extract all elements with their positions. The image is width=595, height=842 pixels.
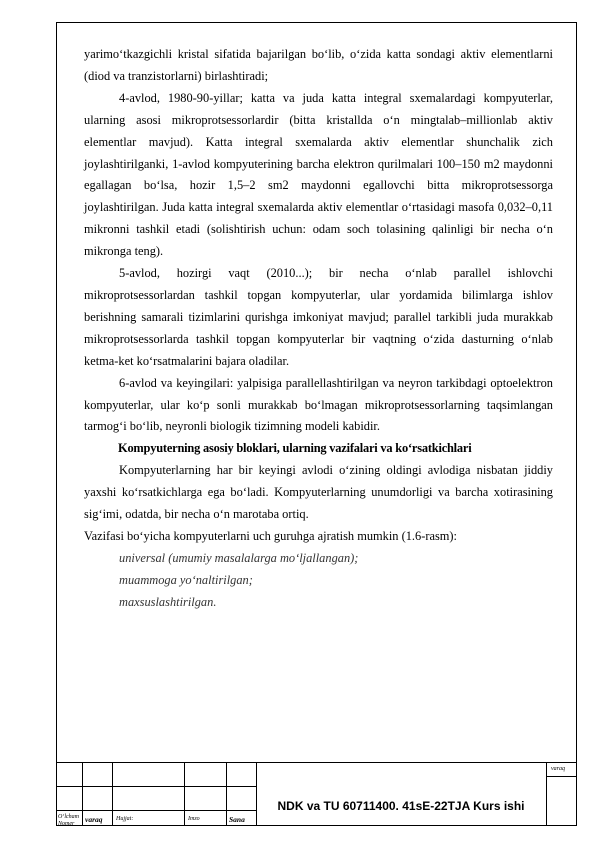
col-sana: Sana [229,815,245,824]
list-item: maxsuslashtirilgan. [119,594,217,609]
sheet-label: varaq [551,766,565,772]
document-body [84,44,553,614]
col-olcham: O‘lcham [58,814,79,820]
section-heading: Kompyuterning asosiy bloklari, ularning vazifalari va ko‘rsatkichlari [118,441,472,456]
col-hujjat: Hujjat: [116,816,134,822]
list-item: muammoga yo‘naltirilgan; [119,572,253,587]
col-imzo: Imzo [188,816,200,822]
paragraph-5th-generation: 5-avlod, hozirgi vaqt (2010...); bir necha o‘nlab parallel ishlovchi mikroprotsessorlardan tashkil topgan kompyuterlar, ular yordamida bilimlarga ishlov berishning samarali tizimlarini qurishga imkoniyat mavjud; parallel tarkibli juda murakkab mikroprotsessorlarda tashkil topgan kompyuterlar bir vaqtning o‘zida dasturning o‘nlab ketma-ket ko‘rsatmalarini bajara oladilar. [84,266,553,368]
paragraph-classification: Vazifasi bo‘yicha kompyuterlarni uch guruhga ajratish mumkin (1.6-rasm): [84,528,457,543]
paragraph-performance: Kompyuterlarning har bir keyingi avlodi o‘zining oldingi avlodiga nisbatan jiddiy yaxshi ko‘rsatkichlarga ega bo‘ladi. Kompyuterlarning unumdorligi va barcha xotirasining sig‘imi, odatda, bir necha o‘n marotaba ortiq. [84,463,553,522]
list-item: universal (umumiy masalalarga mo‘ljallangan); [119,550,359,565]
paragraph-6th-generation: 6-avlod va keyingilari: yalpisiga parallellashtirilgan va neyron tarkibdagi optoelektron kompyuterlar, ular ko‘p sonli murakkab bo‘lmagan mikroprotsessorlarning taqsimlangan tarmog‘i bo‘lib, neyronli biologik tizimning modeli kabidir. [84,375,553,434]
document-title: NDK va TU 60711400. 41sE-22TJA Kurs ishi [277,799,525,813]
paragraph-1: yarimo‘tkazgichli kristal sifatida bajarilgan bo‘lib, o‘zida katta sondagi aktiv elementlarni (diod va tranzistorlarni) birlashtiradi; [84,47,553,83]
title-block [56,762,577,826]
col-nomer: Nomer [58,821,75,827]
paragraph-4th-generation: 4-avlod, 1980-90-yillar; katta va juda katta integral sxemalardagi kompyuterlar, ularning asosi mikroprotsessorlardir (bitta kristallda o‘n mingtalab–millionlab aktiv elementlar mavjud). Katta integral sxemalarda aktiv elementlar shunchalik zich joylashtirilganki, 1-avlod kompyuterining barcha elektron qurilmalari 100–150 m2 maydonni egallagan bo‘lsa, hozir 1,5–2 sm2 maydonni egallovchi bitta mikroprotsessorga joylashtirilgan. Juda katta integral sxemalarda aktiv elementlar o‘rtasidagi masofa 0,032–0,11 mikronni tashkil etadi (solishtirish uchun: odam soch tolasining qalinligi bir necha o‘n mikronga teng). [84,90,553,259]
col-varaq: varaq [85,815,103,824]
